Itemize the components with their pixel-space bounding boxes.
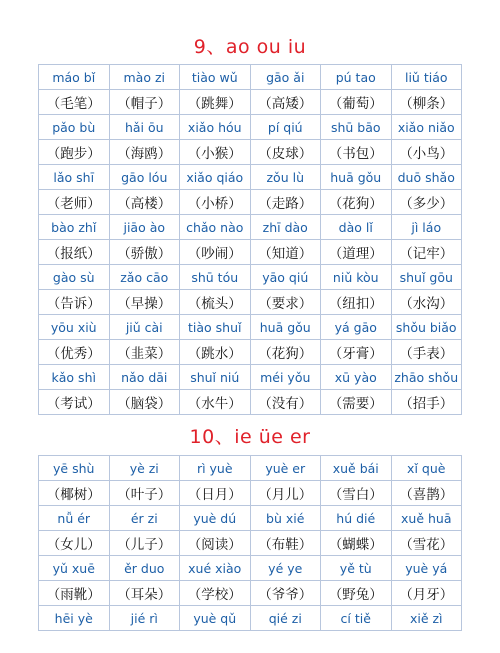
pinyin-cell: gāo ǎi: [250, 65, 321, 90]
hanzi-row: [39, 581, 462, 606]
pinyin-cell: hǎi ōu: [109, 115, 180, 140]
pinyin-cell: niǔ kòu: [321, 265, 392, 290]
pinyin-cell: kǎo shì: [39, 365, 110, 390]
hanzi-cell: （野兔）: [321, 581, 392, 606]
hanzi-row: [39, 290, 462, 315]
hanzi-cell: （吵闹）: [180, 240, 251, 265]
pinyin-cell: yōu xiù: [39, 315, 110, 340]
pinyin-row: [39, 265, 462, 290]
hanzi-cell: （需要）: [321, 390, 392, 415]
hanzi-cell: （脑袋）: [109, 390, 180, 415]
pinyin-row: [39, 606, 462, 631]
hanzi-cell: （高矮）: [250, 90, 321, 115]
pinyin-cell: ér zi: [109, 506, 180, 531]
hanzi-row: [39, 531, 462, 556]
hanzi-row: [39, 481, 462, 506]
hanzi-cell: （雨靴）: [39, 581, 110, 606]
pinyin-cell: zǎo cāo: [109, 265, 180, 290]
hanzi-cell: （考试）: [39, 390, 110, 415]
hanzi-cell: （水沟）: [391, 290, 462, 315]
pinyin-cell: bào zhǐ: [39, 215, 110, 240]
hanzi-cell: （雪花）: [391, 531, 462, 556]
pinyin-cell: dào lǐ: [321, 215, 392, 240]
pinyin-row: [39, 365, 462, 390]
pinyin-cell: cí tiě: [321, 606, 392, 631]
pinyin-cell: shū bāo: [321, 115, 392, 140]
hanzi-cell: （记牢）: [391, 240, 462, 265]
hanzi-cell: （小桥）: [180, 190, 251, 215]
hanzi-cell: （耳朵）: [109, 581, 180, 606]
hanzi-row: [39, 90, 462, 115]
pinyin-cell: hēi yè: [39, 606, 110, 631]
hanzi-cell: （小猴）: [180, 140, 251, 165]
pinyin-cell: yǔ xuē: [39, 556, 110, 581]
pinyin-cell: máo bǐ: [39, 65, 110, 90]
pinyin-cell: pǎo bù: [39, 115, 110, 140]
hanzi-cell: （老师）: [39, 190, 110, 215]
pinyin-cell: bù xié: [250, 506, 321, 531]
hanzi-cell: （走路）: [250, 190, 321, 215]
hanzi-cell: （花狗）: [321, 190, 392, 215]
hanzi-row: [39, 190, 462, 215]
hanzi-cell: （纽扣）: [321, 290, 392, 315]
hanzi-cell: （葡萄）: [321, 90, 392, 115]
pinyin-cell: zhī dào: [250, 215, 321, 240]
pinyin-cell: yuè dú: [180, 506, 251, 531]
pinyin-row: [39, 315, 462, 340]
hanzi-cell: （道理）: [321, 240, 392, 265]
hanzi-row: [39, 140, 462, 165]
pinyin-cell: jiāo ào: [109, 215, 180, 240]
hanzi-cell: （报纸）: [39, 240, 110, 265]
pinyin-cell: huā gǒu: [250, 315, 321, 340]
pinyin-cell: shuǐ niú: [180, 365, 251, 390]
pinyin-cell: yě tù: [321, 556, 392, 581]
hanzi-cell: （柳条）: [391, 90, 462, 115]
pinyin-row: [39, 556, 462, 581]
pinyin-row: [39, 456, 462, 481]
pinyin-cell: duō shǎo: [391, 165, 462, 190]
pinyin-cell: shǒu biǎo: [391, 315, 462, 340]
pinyin-cell: mào zi: [109, 65, 180, 90]
pinyin-cell: gào sù: [39, 265, 110, 290]
hanzi-cell: （水牛）: [180, 390, 251, 415]
pinyin-cell: yuè yá: [391, 556, 462, 581]
pinyin-cell: hú dié: [321, 506, 392, 531]
pinyin-cell: nǎo dāi: [109, 365, 180, 390]
pinyin-cell: xiǎo hóu: [180, 115, 251, 140]
hanzi-cell: （告诉）: [39, 290, 110, 315]
pinyin-cell: xiǎo niǎo: [391, 115, 462, 140]
pinyin-cell: méi yǒu: [250, 365, 321, 390]
hanzi-cell: （海鸥）: [109, 140, 180, 165]
hanzi-cell: （椰树）: [39, 481, 110, 506]
hanzi-cell: （骄傲）: [109, 240, 180, 265]
hanzi-cell: （月牙）: [391, 581, 462, 606]
pinyin-cell: shū tóu: [180, 265, 251, 290]
hanzi-cell: （布鞋）: [250, 531, 321, 556]
hanzi-cell: （蝴蝶）: [321, 531, 392, 556]
hanzi-cell: （女儿）: [39, 531, 110, 556]
pinyin-cell: yé ye: [250, 556, 321, 581]
pinyin-row: [39, 115, 462, 140]
word-table-ie-ue-er: [38, 455, 462, 631]
pinyin-cell: xuě bái: [321, 456, 392, 481]
pinyin-cell: lǎo shī: [39, 165, 110, 190]
hanzi-cell: （花狗）: [250, 340, 321, 365]
hanzi-cell: （梳头）: [180, 290, 251, 315]
pinyin-cell: yuè er: [250, 456, 321, 481]
hanzi-cell: （喜鹊）: [391, 481, 462, 506]
hanzi-cell: （多少）: [391, 190, 462, 215]
hanzi-cell: （牙膏）: [321, 340, 392, 365]
pinyin-cell: huā gǒu: [321, 165, 392, 190]
pinyin-cell: tiào wǔ: [180, 65, 251, 90]
hanzi-cell: （日月）: [180, 481, 251, 506]
pinyin-cell: rì yuè: [180, 456, 251, 481]
pinyin-cell: xǐ què: [391, 456, 462, 481]
pinyin-cell: xuě huā: [391, 506, 462, 531]
section-title-ao-ou-iu: 9、ao ou iu: [193, 36, 307, 58]
pinyin-cell: tiào shuǐ: [180, 315, 251, 340]
hanzi-cell: （月儿）: [250, 481, 321, 506]
hanzi-cell: （要求）: [250, 290, 321, 315]
pinyin-cell: yāo qiú: [250, 265, 321, 290]
hanzi-cell: （招手）: [391, 390, 462, 415]
hanzi-cell: （跳舞）: [180, 90, 251, 115]
pinyin-cell: yá gāo: [321, 315, 392, 340]
pinyin-cell: nǚ ér: [39, 506, 110, 531]
hanzi-cell: （优秀）: [39, 340, 110, 365]
pinyin-cell: xué xiào: [180, 556, 251, 581]
pinyin-cell: pú tao: [321, 65, 392, 90]
hanzi-cell: （高楼）: [109, 190, 180, 215]
pinyin-cell: yē shù: [39, 456, 110, 481]
pinyin-cell: jì láo: [391, 215, 462, 240]
pinyin-cell: xiǎo qiáo: [180, 165, 251, 190]
pinyin-cell: qié zi: [250, 606, 321, 631]
hanzi-cell: （帽子）: [109, 90, 180, 115]
hanzi-cell: （书包）: [321, 140, 392, 165]
pinyin-row: [39, 506, 462, 531]
hanzi-row: [39, 340, 462, 365]
hanzi-row: [39, 240, 462, 265]
hanzi-cell: （小鸟）: [391, 140, 462, 165]
hanzi-cell: （跳水）: [180, 340, 251, 365]
pinyin-cell: ěr duo: [109, 556, 180, 581]
pinyin-cell: liǔ tiáo: [391, 65, 462, 90]
pinyin-cell: xiě zì: [391, 606, 462, 631]
hanzi-row: [39, 390, 462, 415]
hanzi-cell: （皮球）: [250, 140, 321, 165]
hanzi-cell: （知道）: [250, 240, 321, 265]
hanzi-cell: （学校）: [180, 581, 251, 606]
pinyin-cell: zǒu lù: [250, 165, 321, 190]
pinyin-cell: zhāo shǒu: [391, 365, 462, 390]
pinyin-row: [39, 215, 462, 240]
hanzi-cell: （雪白）: [321, 481, 392, 506]
hanzi-cell: （韭菜）: [109, 340, 180, 365]
pinyin-cell: yuè qǔ: [180, 606, 251, 631]
word-table-ao-ou-iu: [38, 64, 462, 415]
pinyin-cell: yè zi: [109, 456, 180, 481]
pinyin-row: [39, 165, 462, 190]
hanzi-cell: （阅读）: [180, 531, 251, 556]
pinyin-cell: gāo lóu: [109, 165, 180, 190]
pinyin-row: [39, 65, 462, 90]
section-title-ie-ue-er: 10、ie üe er: [189, 426, 311, 448]
pinyin-cell: xū yào: [321, 365, 392, 390]
pinyin-cell: chǎo nào: [180, 215, 251, 240]
pinyin-cell: jié rì: [109, 606, 180, 631]
hanzi-cell: （跑步）: [39, 140, 110, 165]
pinyin-cell: pí qiú: [250, 115, 321, 140]
hanzi-cell: （早操）: [109, 290, 180, 315]
hanzi-cell: （没有）: [250, 390, 321, 415]
pinyin-cell: jiǔ cài: [109, 315, 180, 340]
hanzi-cell: （毛笔）: [39, 90, 110, 115]
pinyin-cell: shuǐ gōu: [391, 265, 462, 290]
hanzi-cell: （爷爷）: [250, 581, 321, 606]
hanzi-cell: （叶子）: [109, 481, 180, 506]
hanzi-cell: （手表）: [391, 340, 462, 365]
hanzi-cell: （儿子）: [109, 531, 180, 556]
